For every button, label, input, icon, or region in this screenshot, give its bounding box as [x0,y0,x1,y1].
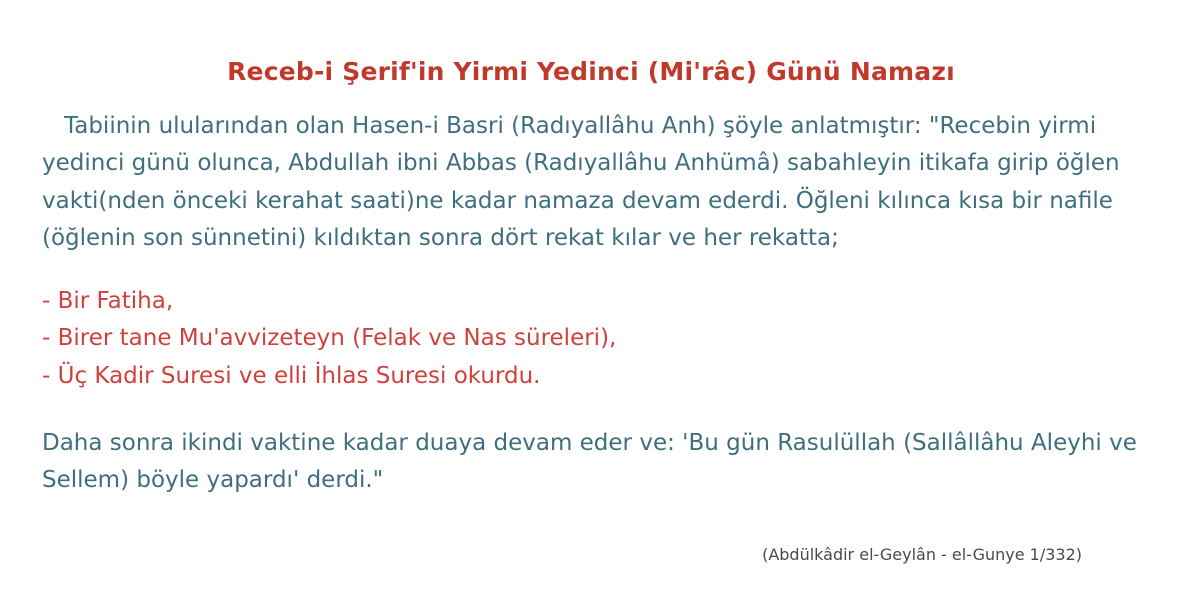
intro-paragraph: Tabiinin ulularından olan Hasen-i Basri (Radıyallâhu Anh) şöyle anlatmıştır: "Recebin yirmi yedinci günü olunca, Abdullah ibni Abbas (Radıyallâhu Anhümâ) sabahleyin itikafa girip öğlen vakti(nden önceki kerahat saati)ne kadar namaza devam ederdi. Öğleni kılınca kısa bir nafile (öğlenin son sünnetini) kıldıktan sonra dört rekat kılar ve her rekatta; [42,113,1120,251]
practice-list [42,283,1154,395]
closing-paragraph: Daha sonra ikindi vaktine kadar duaya devam eder ve: 'Bu gün Rasulüllah (Sallâllâhu Aleyhi ve Sellem) böyle yapardı' derdi." [42,429,1137,493]
source-citation: (Abdülkâdir el-Geylân - el-Gunye 1/332) [762,545,1082,564]
list-item: - Üç Kadir Suresi ve elli İhlas Suresi okurdu. [42,362,541,389]
document-body [42,108,1154,499]
list-item: - Bir Fatiha, [42,288,174,314]
page-title: Receb-i Şerif'in Yirmi Yedinci (Mi'râc) Günü Namazı [227,56,955,86]
list-item: - Birer tane Mu'avvizeteyn (Felak ve Nas süreleri), [42,325,617,352]
